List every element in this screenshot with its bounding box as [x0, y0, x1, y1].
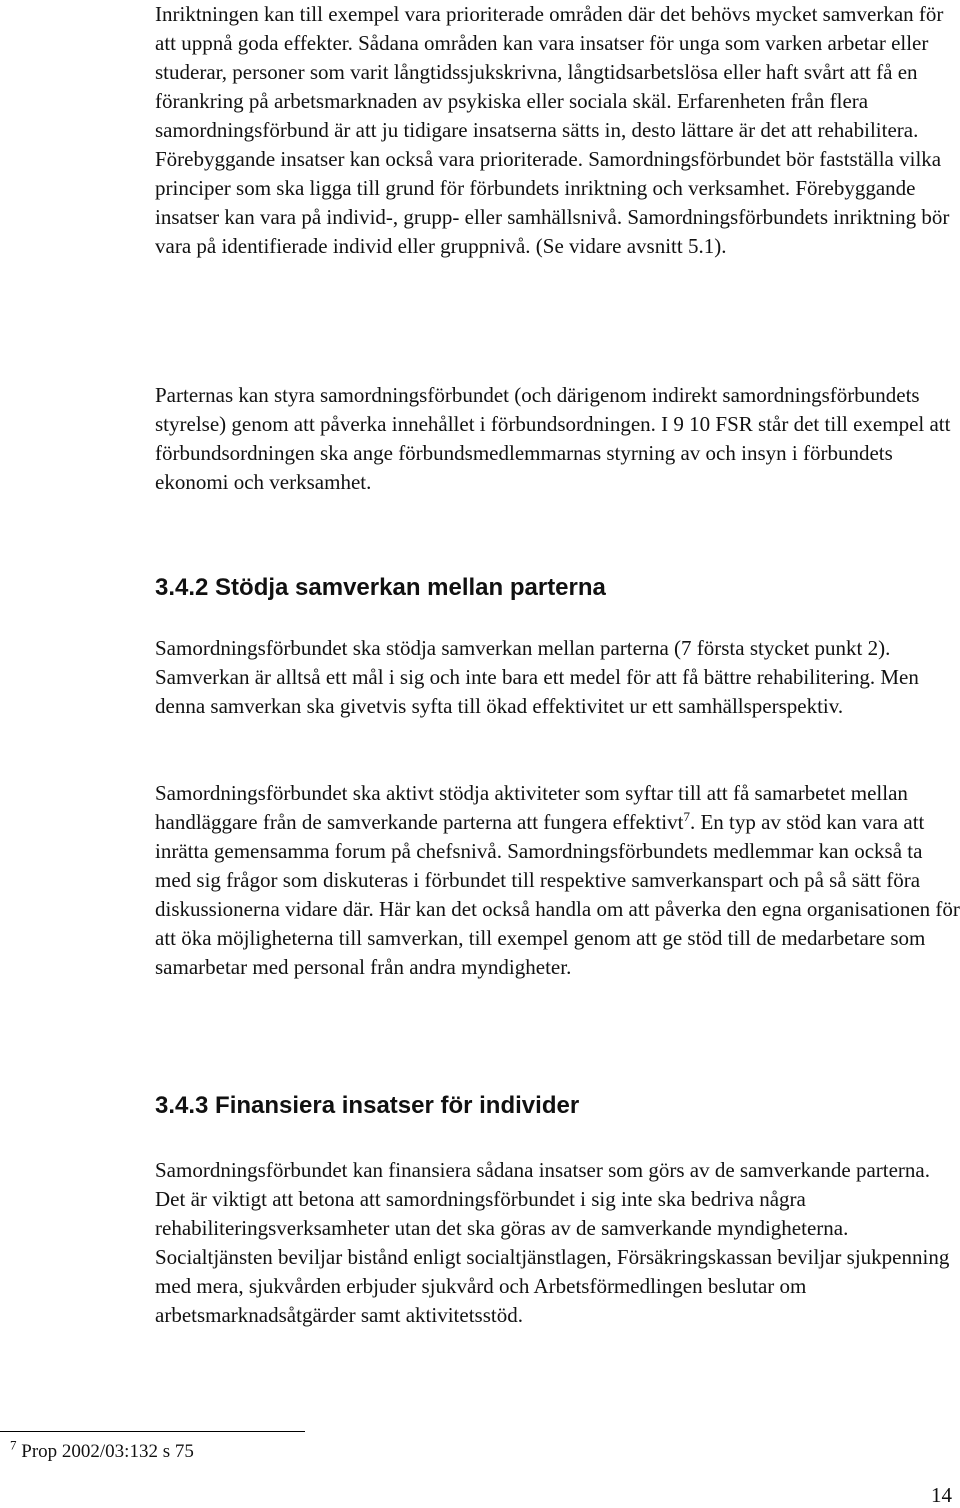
footnote — [10, 1437, 194, 1464]
section-heading-3-4-3: 3.4.3 Finansiera insatser för individer — [155, 1092, 580, 1119]
page-number: 14 — [931, 1483, 952, 1507]
body-paragraph-1: Inriktningen kan till exempel vara prioriterade områden där det behövs mycket samverkan för att uppnå goda effekter. Sådana områden kan vara insatser för unga som varken arbetar eller studerar, personer som varit långtidssjukskrivna, långtidsarbetslösa eller haft svårt att få en förankring på arbetsmarknaden av psykiska eller sociala skäl. Erfarenheten från flera samordningsförbund är att ju tidigare insatserna sätts in, desto lättare är det att rehabilitera. Förebyggande insatser kan också vara prioriterade. Samordningsförbundet bör fastställa vilka principer som ska ligga till grund för förbundets inriktning och verksamhet. Förebyggande insatser kan vara på individ-, grupp- eller samhällsnivå. Samordningsförbundets inriktning bör vara på identifierade individ eller gruppnivå. (Se vidare avsnitt 5.1). — [155, 2, 950, 258]
body-paragraph-2: Parternas kan styra samordningsförbundet (och därigenom indirekt samordningsförbundets styrelse) genom att påverka innehållet i förbundsordningen. I 9 10 FSR står det till exempel att förbundsordningen ska ange förbundsmedlemmarnas styrning av och insyn i förbundets ekonomi och verksamhet. — [155, 383, 951, 494]
body-paragraph-4 — [155, 779, 960, 982]
footnote-reference: 7 — [683, 809, 690, 824]
footnote-divider — [0, 1431, 305, 1432]
body-paragraph-3: Samordningsförbundet ska stödja samverkan mellan parterna (7 första stycket punkt 2). Samverkan är alltså ett mål i sig och inte bara ett medel för att få bättre rehabilitering. Men denna samverkan ska givetvis syfta till ökad effektivitet ur ett samhällsperspektiv. — [155, 636, 919, 718]
footnote-number: 7 — [10, 1437, 17, 1453]
footnote-text: Prop 2002/03:132 s 75 — [16, 1441, 194, 1462]
section-heading-3-4-2: 3.4.2 Stödja samverkan mellan parterna — [155, 574, 606, 601]
paragraph-4-start: Samordningsförbundet ska aktivt stödja aktiviteter som syftar till att få samarbetet mellan handläggare från de samverkande parterna att fungera effektivt — [155, 781, 908, 834]
body-paragraph-5: Samordningsförbundet kan finansiera sådana insatser som görs av de samverkande parterna. Det är viktigt att betona att samordningsförbundet i sig inte ska bedriva några rehabiliteringsverksamheter utan det ska göras av de samverkande myndigheterna. Socialtjänsten beviljar bistånd enligt socialtjänstlagen, Försäkringskassan beviljar sjukpenning med mera, sjukvården erbjuder sjukvård och Arbetsförmedlingen beslutar om arbetsmarknadsåtgärder samt aktivitetsstöd. — [155, 1158, 950, 1327]
paragraph-4-end: . En typ av stöd kan vara att inrätta gemensamma forum på chefsnivå. Samordningsförbundets medlemmar kan också ta med sig frågor som diskuteras i förbundet till respektive samverkanspart och på så sätt föra diskussionerna vidare där. Här kan det också handla om att påverka den egna organisationen för att öka möjligheterna till samverkan, till exempel genom att ge stöd till de medarbetare som samarbetar med personal från andra myndigheter. — [155, 810, 960, 979]
